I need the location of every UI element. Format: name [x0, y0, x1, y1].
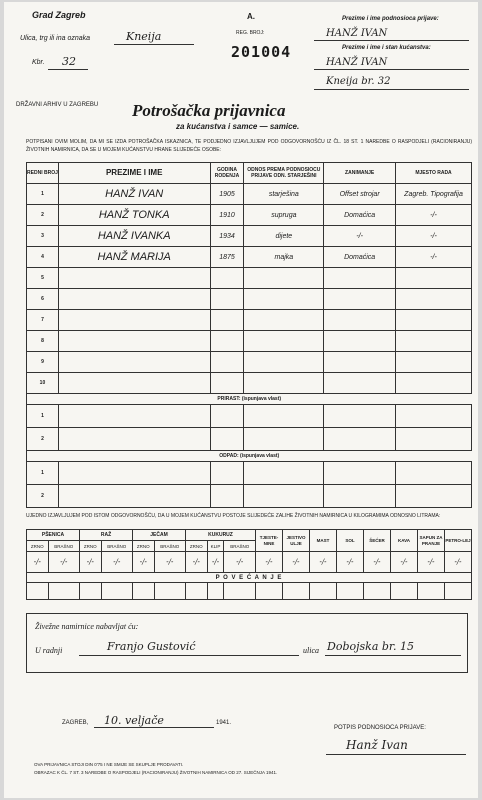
person-place-cell — [396, 268, 472, 289]
street-label: Ulica, trg ili ina oznaka — [20, 35, 91, 42]
person-row — [27, 331, 472, 352]
person-no-cell: 6 — [27, 289, 59, 310]
person-place-cell — [396, 331, 472, 352]
person-name-cell — [58, 352, 210, 373]
stock-group-row — [27, 530, 472, 541]
footer-place: ZAGREB, — [62, 720, 89, 726]
person-no-cell: 3 — [27, 226, 59, 247]
person-name-cell: HANŽ TONKA — [58, 205, 210, 226]
address-value: Kneija br. 32 — [326, 76, 391, 87]
person-name-cell — [58, 331, 210, 352]
address-underline — [314, 89, 469, 90]
person-job-cell: Domaćica — [324, 247, 396, 268]
person-relation-cell — [244, 331, 324, 352]
footer-date: 10. veljače — [104, 714, 164, 727]
person-name-cell — [58, 310, 210, 331]
stock-value: -/- — [207, 552, 224, 573]
street-value: Kneija — [126, 30, 162, 43]
person-no-cell: 2 — [27, 205, 59, 226]
stock-value: -/- — [310, 552, 337, 573]
empty-cell — [324, 485, 396, 508]
column-header: PREZIME I IME — [58, 163, 210, 184]
reg-number: 201004 — [231, 43, 292, 61]
empty-cell — [207, 583, 224, 600]
person-year-cell — [210, 268, 244, 289]
empty-cell — [244, 485, 324, 508]
empty-cell — [133, 583, 155, 600]
person-place-cell: -/- — [396, 226, 472, 247]
stock-values-row — [27, 552, 472, 573]
stock-value: -/- — [48, 552, 79, 573]
stock-value: -/- — [224, 552, 256, 573]
person-job-cell — [324, 331, 396, 352]
person-year-cell — [210, 352, 244, 373]
persons-table — [26, 162, 472, 508]
person-row — [27, 352, 472, 373]
empty-cell — [58, 462, 210, 485]
intro-text: POTPISANI OVIM MOLIM, DA MI SE IZDA POTROŠAČKA ISKAZNICA, TE PODJEDNO IZJAVLJUJEM POD ODGOVORNOŠĆU IZ ČL. 18 ST. 1 NAREDBE O RASPODJELI (RACIONIRANJU) ŽIVOTNIH NAMIRNICA, DA SE U MOJEM KUĆANSTVU HRANE SLIJEDEĆE OSOBE: — [26, 139, 472, 153]
signature: Hanž Ivan — [346, 738, 408, 752]
person-no-cell: 8 — [27, 331, 59, 352]
empty-cell — [324, 405, 396, 428]
person-place-cell — [396, 352, 472, 373]
stock-value: -/- — [391, 552, 418, 573]
increase-row — [27, 573, 472, 583]
stock-value: -/- — [154, 552, 185, 573]
empty-cell — [210, 462, 244, 485]
empty-cell — [396, 485, 472, 508]
person-relation-cell — [244, 268, 324, 289]
empty-cell — [58, 428, 210, 451]
empty-cell — [210, 485, 244, 508]
empty-cell — [58, 485, 210, 508]
row-number: 1 — [27, 405, 59, 428]
street-underline — [114, 44, 194, 45]
section-entry-row — [27, 485, 472, 508]
empty-cell — [445, 583, 472, 600]
person-name-cell — [58, 373, 210, 394]
person-relation-cell: starješina — [244, 184, 324, 205]
stock-value: -/- — [80, 552, 102, 573]
decree-note: OBRAZAC K ČL. 7 ST. 3 NAREDBE O RASPODJELI (RACIONIRANJU) ŽIVOTNIH NAMIRNICA OD 27. SIJEČNJA 1941. — [34, 770, 278, 775]
person-year-cell — [210, 331, 244, 352]
empty-cell — [210, 428, 244, 451]
empty-cell — [396, 428, 472, 451]
person-place-cell: -/- — [396, 247, 472, 268]
empty-cell — [396, 405, 472, 428]
person-year-cell — [210, 310, 244, 331]
signature-label: POTPIS PODNOSIOCA PRIJAVE: — [334, 725, 426, 731]
person-name-cell: HANŽ MARIJA — [58, 247, 210, 268]
kbr-value: 32 — [62, 55, 76, 68]
shop-name-value: Franjo Gustović — [107, 640, 196, 653]
empty-cell — [418, 583, 445, 600]
row-number: 2 — [27, 485, 59, 508]
form-subtitle: za kućanstva i samce — samice. — [176, 122, 300, 131]
shop-name-underline — [79, 655, 299, 656]
person-job-cell — [324, 268, 396, 289]
stock-sub-header: BRAŠNO — [224, 541, 256, 552]
registration-form — [4, 2, 478, 798]
stock-item-header: JESTIVO ULJE — [283, 530, 310, 552]
shop-street-label: ulica — [303, 646, 319, 655]
column-header: ZANIMANJE — [324, 163, 396, 184]
person-relation-cell — [244, 310, 324, 331]
stock-sub-header: ZRNO — [80, 541, 102, 552]
stock-value: -/- — [337, 552, 364, 573]
section-label: PRIRAST: (ispunjava vlast) — [27, 394, 472, 405]
person-no-cell: 9 — [27, 352, 59, 373]
person-job-cell — [324, 289, 396, 310]
section-row — [27, 451, 472, 462]
empty-cell — [396, 462, 472, 485]
stock-sub-header: ZRNO — [27, 541, 49, 552]
section-label: ODPAD: (ispunjava vlast) — [27, 451, 472, 462]
stock-item-header: SOL — [337, 530, 364, 552]
person-relation-cell — [244, 373, 324, 394]
person-relation-cell: dijete — [244, 226, 324, 247]
empty-cell — [224, 583, 256, 600]
person-row — [27, 289, 472, 310]
empty-cell — [27, 583, 49, 600]
stock-item-header: TJESTE-NINE — [256, 530, 283, 552]
section-entry-row — [27, 462, 472, 485]
stock-value: -/- — [445, 552, 472, 573]
stock-value: -/- — [418, 552, 445, 573]
person-name-cell: HANŽ IVANKA — [58, 226, 210, 247]
person-row — [27, 184, 472, 205]
person-job-cell — [324, 352, 396, 373]
person-name-cell — [58, 268, 210, 289]
person-relation-cell — [244, 352, 324, 373]
kbr-underline — [48, 69, 88, 70]
section-row — [27, 394, 472, 405]
empty-cell — [101, 583, 132, 600]
person-job-cell: -/- — [324, 226, 396, 247]
stock-value: -/- — [256, 552, 283, 573]
stock-value: -/- — [27, 552, 49, 573]
empty-cell — [364, 583, 391, 600]
person-place-cell: Zagreb. Tipografija — [396, 184, 472, 205]
stock-group-header: JEČAM — [133, 530, 186, 541]
person-name-cell — [58, 289, 210, 310]
empty-cell — [80, 583, 102, 600]
increase-label: P O V E Ć A N J E — [27, 573, 472, 583]
head-value: HANŽ IVAN — [326, 57, 388, 68]
stock-item-header: PETRO-LEJ — [445, 530, 472, 552]
person-year-cell: 1905 — [210, 184, 244, 205]
empty-cell — [244, 428, 324, 451]
person-place-cell — [396, 310, 472, 331]
applicant-value: HANŽ IVAN — [326, 28, 388, 39]
person-relation-cell: supruga — [244, 205, 324, 226]
person-year-cell — [210, 373, 244, 394]
stock-group-header: RAŽ — [80, 530, 133, 541]
empty-cell — [154, 583, 185, 600]
stock-item-header: SAPUN ZA PRANJE — [418, 530, 445, 552]
empty-cell — [58, 405, 210, 428]
person-name-cell: HANŽ IVAN — [58, 184, 210, 205]
person-no-cell: 10 — [27, 373, 59, 394]
shop-street-value: Dobojska br. 15 — [327, 640, 414, 653]
stock-sub-header: BRAŠNO — [101, 541, 132, 552]
stock-sub-header: BRAŠNO — [48, 541, 79, 552]
stock-value: -/- — [186, 552, 208, 573]
applicant-underline — [314, 40, 469, 41]
city-label: Grad Zagreb — [32, 10, 86, 20]
stock-value: -/- — [364, 552, 391, 573]
section-letter: A. — [247, 12, 255, 21]
stock-sub-header: ZRNO — [186, 541, 208, 552]
empty-cell — [391, 583, 418, 600]
stock-value: -/- — [101, 552, 132, 573]
section-entry-row — [27, 428, 472, 451]
head-label: Prezime i ime i stan kućanstva: — [342, 45, 431, 51]
person-place-cell: -/- — [396, 205, 472, 226]
shop-name-label: U radnji — [35, 646, 63, 655]
column-header: REDNI BROJ — [27, 163, 59, 184]
stock-intro: UJEDNO IZJAVLJUJEM POD ISTOM ODGOVORNOŠĆU, DA U MOJEM KUĆANSTVU POSTOJE SLIJEDEĆE ZALIHE ŽIVOTNIH NAMIRNICA U KILOGRAMIMA ODNOSNO LITRAMA: — [26, 513, 441, 519]
column-header: MJESTO RADA — [396, 163, 472, 184]
stock-value: -/- — [133, 552, 155, 573]
footer-year: 1941. — [216, 720, 232, 726]
empty-cell — [48, 583, 79, 600]
person-year-cell: 1875 — [210, 247, 244, 268]
column-header: GODINA RODENJA — [210, 163, 244, 184]
shop-label: Živežne namirnice nabavljat ću: — [35, 622, 139, 631]
person-no-cell: 1 — [27, 184, 59, 205]
person-year-cell: 1934 — [210, 226, 244, 247]
column-header: ODNOS PREMA PODNOSIOCU PRIJAVE ODN. STARJEŠINI — [244, 163, 324, 184]
stock-sub-header: BRAŠNO — [154, 541, 185, 552]
person-no-cell: 4 — [27, 247, 59, 268]
person-place-cell — [396, 289, 472, 310]
person-relation-cell: majka — [244, 247, 324, 268]
stock-table — [26, 529, 472, 600]
person-row — [27, 310, 472, 331]
empty-cell — [186, 583, 208, 600]
section-entry-row — [27, 405, 472, 428]
reg-label: REG. BROJ: — [236, 30, 265, 36]
person-no-cell: 5 — [27, 268, 59, 289]
empty-cell — [244, 405, 324, 428]
person-year-cell: 1910 — [210, 205, 244, 226]
person-row — [27, 373, 472, 394]
person-row — [27, 205, 472, 226]
person-job-cell: Offset strojar — [324, 184, 396, 205]
person-job-cell — [324, 373, 396, 394]
empty-cell — [337, 583, 364, 600]
person-job-cell — [324, 310, 396, 331]
person-no-cell: 7 — [27, 310, 59, 331]
form-title: Potrošačka prijavnica — [132, 101, 286, 120]
empty-cell — [244, 462, 324, 485]
kbr-label: Kbr. — [32, 59, 45, 66]
shop-street-underline — [325, 655, 461, 656]
person-job-cell: Domaćica — [324, 205, 396, 226]
empty-cell — [256, 583, 283, 600]
row-number: 1 — [27, 462, 59, 485]
row-number: 2 — [27, 428, 59, 451]
stock-sub-header: ZRNO — [133, 541, 155, 552]
empty-cell — [324, 428, 396, 451]
archive-stamp: DRŽAVNI ARHIV U ZAGREBU — [16, 102, 99, 108]
signature-underline — [326, 754, 466, 755]
empty-cell — [283, 583, 310, 600]
person-row — [27, 268, 472, 289]
empty-cell — [210, 405, 244, 428]
person-row — [27, 247, 472, 268]
head-underline — [314, 69, 469, 70]
stock-value: -/- — [283, 552, 310, 573]
stock-item-header: KAVA — [391, 530, 418, 552]
person-year-cell — [210, 289, 244, 310]
person-relation-cell — [244, 289, 324, 310]
increase-values-row — [27, 583, 472, 600]
stock-group-header: PŠENICA — [27, 530, 80, 541]
date-underline — [94, 727, 214, 728]
price-note: OVA PRIJAVNICA STOJI DIN 0'75 I NE SMIJE SE SKUPLJE PRODAVATI. — [34, 762, 184, 767]
applicant-label: Prezime i ime podnosioca prijave: — [342, 16, 439, 22]
stock-item-header: MAST — [310, 530, 337, 552]
stock-group-header: KUKURUZ — [186, 530, 256, 541]
empty-cell — [310, 583, 337, 600]
stock-sub-header: KLIP — [207, 541, 224, 552]
persons-header-row — [27, 163, 472, 184]
empty-cell — [324, 462, 396, 485]
stock-item-header: ŠEĆER — [364, 530, 391, 552]
shop-box — [26, 613, 468, 673]
person-row — [27, 226, 472, 247]
person-place-cell — [396, 373, 472, 394]
